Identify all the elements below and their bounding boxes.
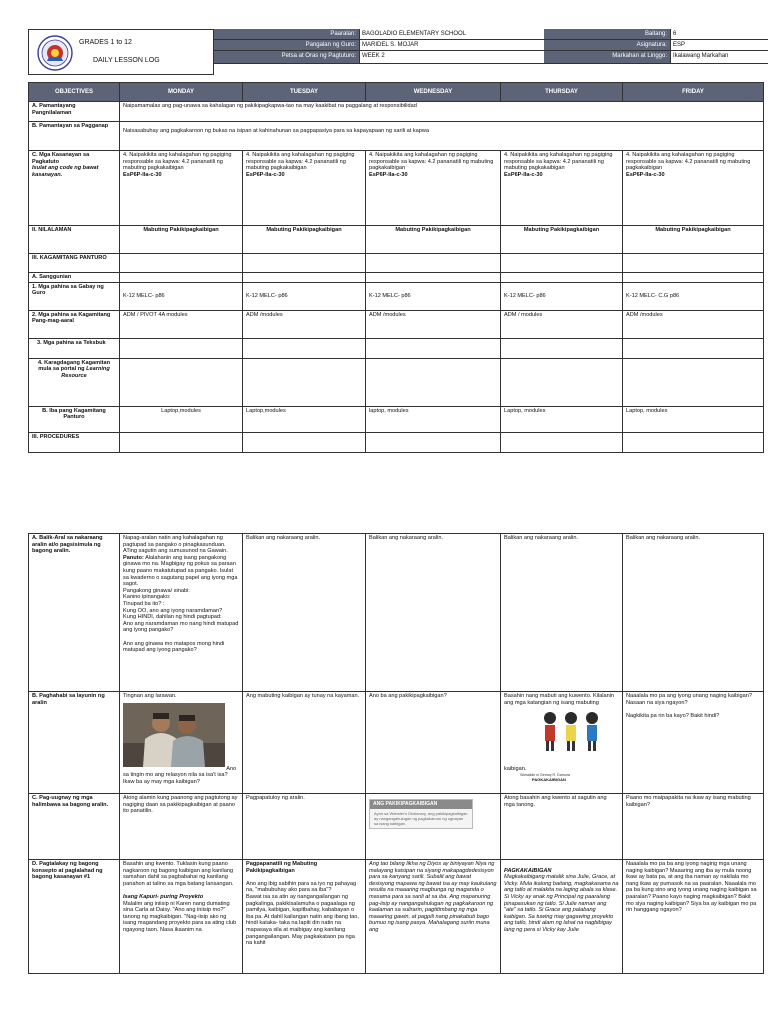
table-row	[29, 151, 764, 226]
table-row	[29, 254, 764, 273]
table-row	[29, 860, 764, 974]
content-tue: Mabuting Pakikipagkaibigan	[243, 226, 366, 254]
other-fri: Laptop, modules	[623, 406, 764, 432]
guide-mon: K-12 MELC- p86	[120, 282, 243, 310]
learner-thu: ADM / modules	[501, 310, 623, 338]
grade-value: 6	[670, 29, 768, 39]
col-monday: MONDAY	[120, 83, 243, 102]
competency-mon: 4. Naipakikita ang kahalagahan ng pagiging responsable sa kapwa: 4.2 pananatili ng mabuting pagkakaibigan EsP6P-IIa-c-30	[120, 151, 243, 226]
date-value: WEEK 2	[359, 51, 544, 63]
header-logo-cell	[28, 29, 214, 75]
table-row	[29, 534, 764, 692]
quarter-value: Ikalawang Markahan	[670, 51, 768, 63]
other-mon: Laptop,modules	[120, 406, 243, 432]
procedures-table	[28, 533, 764, 974]
motive-wed: Ano ba ang pakikipagkaibigan?	[366, 692, 501, 794]
school-value: BAGOLADIO ELEMENTARY SCHOOL	[359, 29, 544, 39]
row-label: B. Iba pang Kagamitang Panturo	[29, 406, 120, 432]
header-class-info	[544, 29, 768, 75]
row-label: A. Sanggunian	[29, 273, 120, 283]
link-thu: Atong basahin ang kwento at sagutin ang mga tanong.	[501, 794, 623, 860]
discuss-tue: Pagpapanatili ng Mabuting Pakikipagkaibigan Ano ang ibig sabihin para sa iyo ng pahayag na, "mabubuhay ako para sa iba"? Bawat isa sa atin ay nangangailangan ng pagkalinga, pakikisalamuha o pagaalaga ng pamilya, kaibigan, kapitbahay, kababayan o iba pa. At dahil kailangan natin ang ibang tao, hindi kataka- taka na lapiti din natin na mapasaya sila at maibigay ang kanilang pangangailangan. May pagkakataon pa nga na kahit	[243, 860, 366, 974]
other-tue: Laptop,modules	[243, 406, 366, 432]
learner-tue: ADM /modules	[243, 310, 366, 338]
review-mon: Napag-aralan natin ang kahalagahan ng pagtupad sa pangako o pinagkasunduan. ATing sagutin ang sumusunod na Gawain. Panuto: Alalahanin ang isang pangakong ginawa mo na. Magbigay ng pokus sa paraan kung paano makatutupad sa pangako. Isulat sa kwaderno o sagutang papel ang iyong mga sagot. Pangakong ginawa/ sinabi: Kanino ipinangako: Tinupad ba ito? : Kung OO, ano ang iyong naramdaman? Kung HINDI, dahilan ng hindi pagtupad: Ano ang naramdaman mo nang hindi matupad ang iyong pangako? Ano ang ginawa mo matapos mong hindi matupad ang iyong pangako?	[120, 534, 243, 692]
thu-image-title: PAGKAKAIBIGAN	[532, 776, 566, 782]
grade-label: Baitang:	[544, 29, 670, 39]
motive-thu: Basahin nang mabuti ang kuwento. Kilalanin ang mga katangian ng isang mabuting kaibigan. Sikhalkile ni Gemoy R. Damora PAGKAKAIBIGAN	[501, 692, 623, 794]
other-wed: laptop, modules	[366, 406, 501, 432]
learner-wed: ADM /modules	[366, 310, 501, 338]
table-row	[29, 273, 764, 283]
discuss-wed: Ang tao bilang likha ng Diyos ay biniyayan Niya ng malayang kaisipan na siyang makapagdedesisyon para sa kanyang sarili. Subalit ang bawat desisyong mapawa ng bawat isa ay may kaukulang resulta na maaaring magbunga ng maganda o masama para sa sarili at sa iba. Ang mapanuring pag-iisip ay nangangahulugan ng pagkakaroon ng kaalaman sa sulirarin, pagtitimbang ng mga maaaring gawin, at pagpili nang pinakabuti bago bumuo ng isang pasya. Mahalagang suriin muna ang	[366, 860, 501, 974]
row-label: III. PROCEDURES	[29, 432, 120, 452]
content-mon: Mabuting Pakikipagkaibigan	[120, 226, 243, 254]
row-label: A. Balik-Aral sa nakaraang aralin at/o pagsisimula ng bagong aralin.	[29, 534, 120, 692]
review-tue: Balikan ang nakaraang aralin.	[243, 534, 366, 692]
review-thu: Balikan ang nakaraang aralin.	[501, 534, 623, 692]
row-label: A. Pamantayang Pangnilalaman	[29, 102, 120, 122]
definition-card-title: ANG PAKIKIPAGKAIBIGAN	[370, 800, 472, 809]
motive-fri: Naaalala mo pa ang iyong unang naging kaibigan? Nasaan na siya ngayon? Nagkikita pa rin ba kayo? Bakit hindi?	[623, 692, 764, 794]
motive-tue: Ang mabuting kaibigan ay tunay na kayaman.	[243, 692, 366, 794]
row-label: C. Mga Kasanayan sa Pagkatuto Isulat ang code ng bawat kasanayan.	[29, 151, 120, 226]
teacher-label: Pangalan ng Guro:	[214, 40, 359, 50]
table-header-row	[29, 83, 764, 102]
table-row	[29, 692, 764, 794]
row-label: II. NILALAMAN	[29, 226, 120, 254]
link-wed	[366, 794, 501, 860]
guide-tue: K-12 MELC- p86	[243, 282, 366, 310]
table-row	[29, 122, 764, 151]
quarter-label: Markahan at Linggo:	[544, 51, 670, 63]
cartoon-kids-icon	[536, 708, 606, 770]
performance-standard: Naisasabuhay ang pagkakaroon ng bukas na isipan at kahinahunan sa pagpapasiya para sa kapayapaan ng sarili at kapwa	[120, 122, 764, 151]
guide-wed: K-12 MELC- p86	[366, 282, 501, 310]
header-block	[28, 29, 768, 75]
table-row	[29, 432, 764, 452]
col-thursday: THURSDAY	[501, 83, 623, 102]
definition-card-text: Ayon sa Webster's Dictionary, ang pakikipagkaibigan ay nangangahulugan ng pagkakaroon ng ugnayan sa isang kaibigan.	[374, 810, 468, 826]
link-fri: Paano mo maipapakita na ikaw ay isang mabuting kaibigan?	[623, 794, 764, 860]
content-wed: Mabuting Pakikipagkaibigan	[366, 226, 501, 254]
guide-fri: K-12 MELC- C.G p86	[623, 282, 764, 310]
row-label: 3. Mga pahina sa Teksbuk	[29, 338, 120, 358]
row-label: 2. Mga pahina sa Kagamitang Pang-mag-aaral	[29, 310, 120, 338]
table-row	[29, 102, 764, 122]
row-label: III. KAGAMITANG PANTURO	[29, 254, 120, 273]
row-label: D. Pagtalakay ng bagong konsepto at paglalahad ng bagong kasanayan #1	[29, 860, 120, 974]
table-row	[29, 406, 764, 432]
content-fri: Mabuting Pakikipagkaibigan	[623, 226, 764, 254]
row-label: 4. Karagdagang Kagamitan mula sa portal ng Learning Resource	[29, 358, 120, 406]
row-label: B. Paghahabi sa layunin ng aralin	[29, 692, 120, 794]
table-row	[29, 226, 764, 254]
header-school-info	[214, 29, 544, 75]
grades-label: GRADES 1 to 12	[79, 39, 132, 46]
content-standard: Naipamamalas ang pag-unawa sa kahalagan ng pakikipagkapwa-tao na may kaakibat na paggalang at responsibilidad	[120, 102, 764, 122]
learner-mon: ADM / PIVOT 4A modules	[120, 310, 243, 338]
discuss-mon: Basahin ang kwento. Tuklasin kung paano nagkaroon ng bagong kaibigan ang kanilang samahan dahil sa pagbabahai ng kanilang panahon at talino sa mga batang lansangan. Isang Kapuri- puring Proyekto Malalim ang iniisip ni Karen nang dumating sina Carla at Daisy. "Ano ang iniisip mo?" tanong ng magkaibigan. "Nag-iisip ako ng isang magandang proyekto para sa ating club ngayong taon. Nasa ikaanim na	[120, 860, 243, 974]
teacher-value: MARIDEL S. MOJAR	[359, 40, 544, 50]
subject-value: ESP	[670, 40, 768, 50]
discuss-thu: PAGKAKAIBIGAN Magkakaibigang matalik sina Julie, Grace, at Vicky. Mula ikalong baitang, magkakasama na ang tatlo at malakita na laging abala sa klase. Si Vicky ay anak ng Principal ng paaralang pinapasukan ng tatlo. Si Julie naman ang "ate" sa tatlo. Si Grace ang palabang kaibigan. Sa tuwing may gagawing proyekto ang tatlo, hindi alam ng lahat na nagbibigay lang ng pera si Vicky kay Julie	[501, 860, 623, 974]
objectives-table	[28, 82, 764, 453]
thu-image-caption: Sikhalkile ni Gemoy R. Damora	[520, 772, 570, 777]
competency-wed: 4. Naipakikita ang kahalagahan ng pagiging responsable sa kapwa: 4.2 pananatili ng mabuting pagkakaibigan EsP6P-IIa-c-30	[366, 151, 501, 226]
date-label: Petsa at Oras ng Pagtuturo:	[214, 51, 359, 63]
link-tue: Pagpapatuloy ng aralin.	[243, 794, 366, 860]
row-label: B. Pamantayan sa Pagganap	[29, 122, 120, 151]
table-row	[29, 794, 764, 860]
competency-thu: 4. Naipakikita ang kahalagahan ng pagiging responsable sa kapwa: 4.2 pananatili ng mabuting pagkakaibigan EsP6P-IIa-c-30	[501, 151, 623, 226]
subject-label: Asignatura:	[544, 40, 670, 50]
definition-card	[369, 799, 473, 829]
review-fri: Balikan ang nakaraang aralin.	[623, 534, 764, 692]
table-row	[29, 358, 764, 406]
guide-thu: K-12 MELC- p86	[501, 282, 623, 310]
friends-photo-icon	[123, 703, 225, 767]
competency-tue: 4. Naipakikita ang kahalagahan ng pagiging responsable sa kapwa: 4.2 pananatili ng mabuting pagkakaibigan EsP6P-IIa-c-30	[243, 151, 366, 226]
review-wed: Balikan ang nakaraang aralin.	[366, 534, 501, 692]
school-label: Paaralan:	[214, 29, 359, 39]
deped-seal-icon	[37, 35, 73, 71]
col-wednesday: WEDNESDAY	[366, 83, 501, 102]
row-label: 1. Mga pahina sa Gabay ng Guro	[29, 282, 120, 310]
row-label: C. Pag-uugnay ng mga halimbawa sa bagong aralin.	[29, 794, 120, 860]
learner-fri: ADM /modules	[623, 310, 764, 338]
col-objectives: OBJECTIVES	[29, 83, 120, 102]
motive-mon: Tingnan ang larawan. Ano sa tingin mo ang relasyon nila sa isa't isa? Ikaw ba ay may mga kaibigan?	[120, 692, 243, 794]
content-thu: Mabuting Pakikipagkaibigan	[501, 226, 623, 254]
table-row	[29, 310, 764, 338]
table-row	[29, 282, 764, 310]
row-label-italic: Isulat ang code ng bawat kasanayan.	[32, 165, 99, 178]
link-mon: Atong alamin kung paanong ang pagtutong ay nagiging daan sa pakikipagkaibigan at paano ito panatilin.	[120, 794, 243, 860]
discuss-fri: Naaalala mo pa ba ang iyong naging mga unang naging kaibigan? Maaaring ang iba ay mula noong ikaw ay bata pa, at ang iba naman ay nakilala mo nang ikaw ay pumasok na sa paaralan. Naaalala mo pa ba kung sino ang iyong unang naging kaibigan sa paaralan? Paano kayo naging magkaibigan? Bakit mo siya naging kaibigan? Siya ba ay kaibigan mo pa rin hanggang ngayon?	[623, 860, 764, 974]
table-row	[29, 338, 764, 358]
other-thu: Laptop, modules	[501, 406, 623, 432]
col-friday: FRIDAY	[623, 83, 764, 102]
log-title: DAILY LESSON LOG	[93, 57, 160, 64]
competency-fri: 4. Naipakikita ang kahalagahan ng pagiging responsable sa kapwa: 4.2 pananatili ng mabuting pagkakaibigan EsP6P-IIa-c-30	[623, 151, 764, 226]
col-tuesday: TUESDAY	[243, 83, 366, 102]
